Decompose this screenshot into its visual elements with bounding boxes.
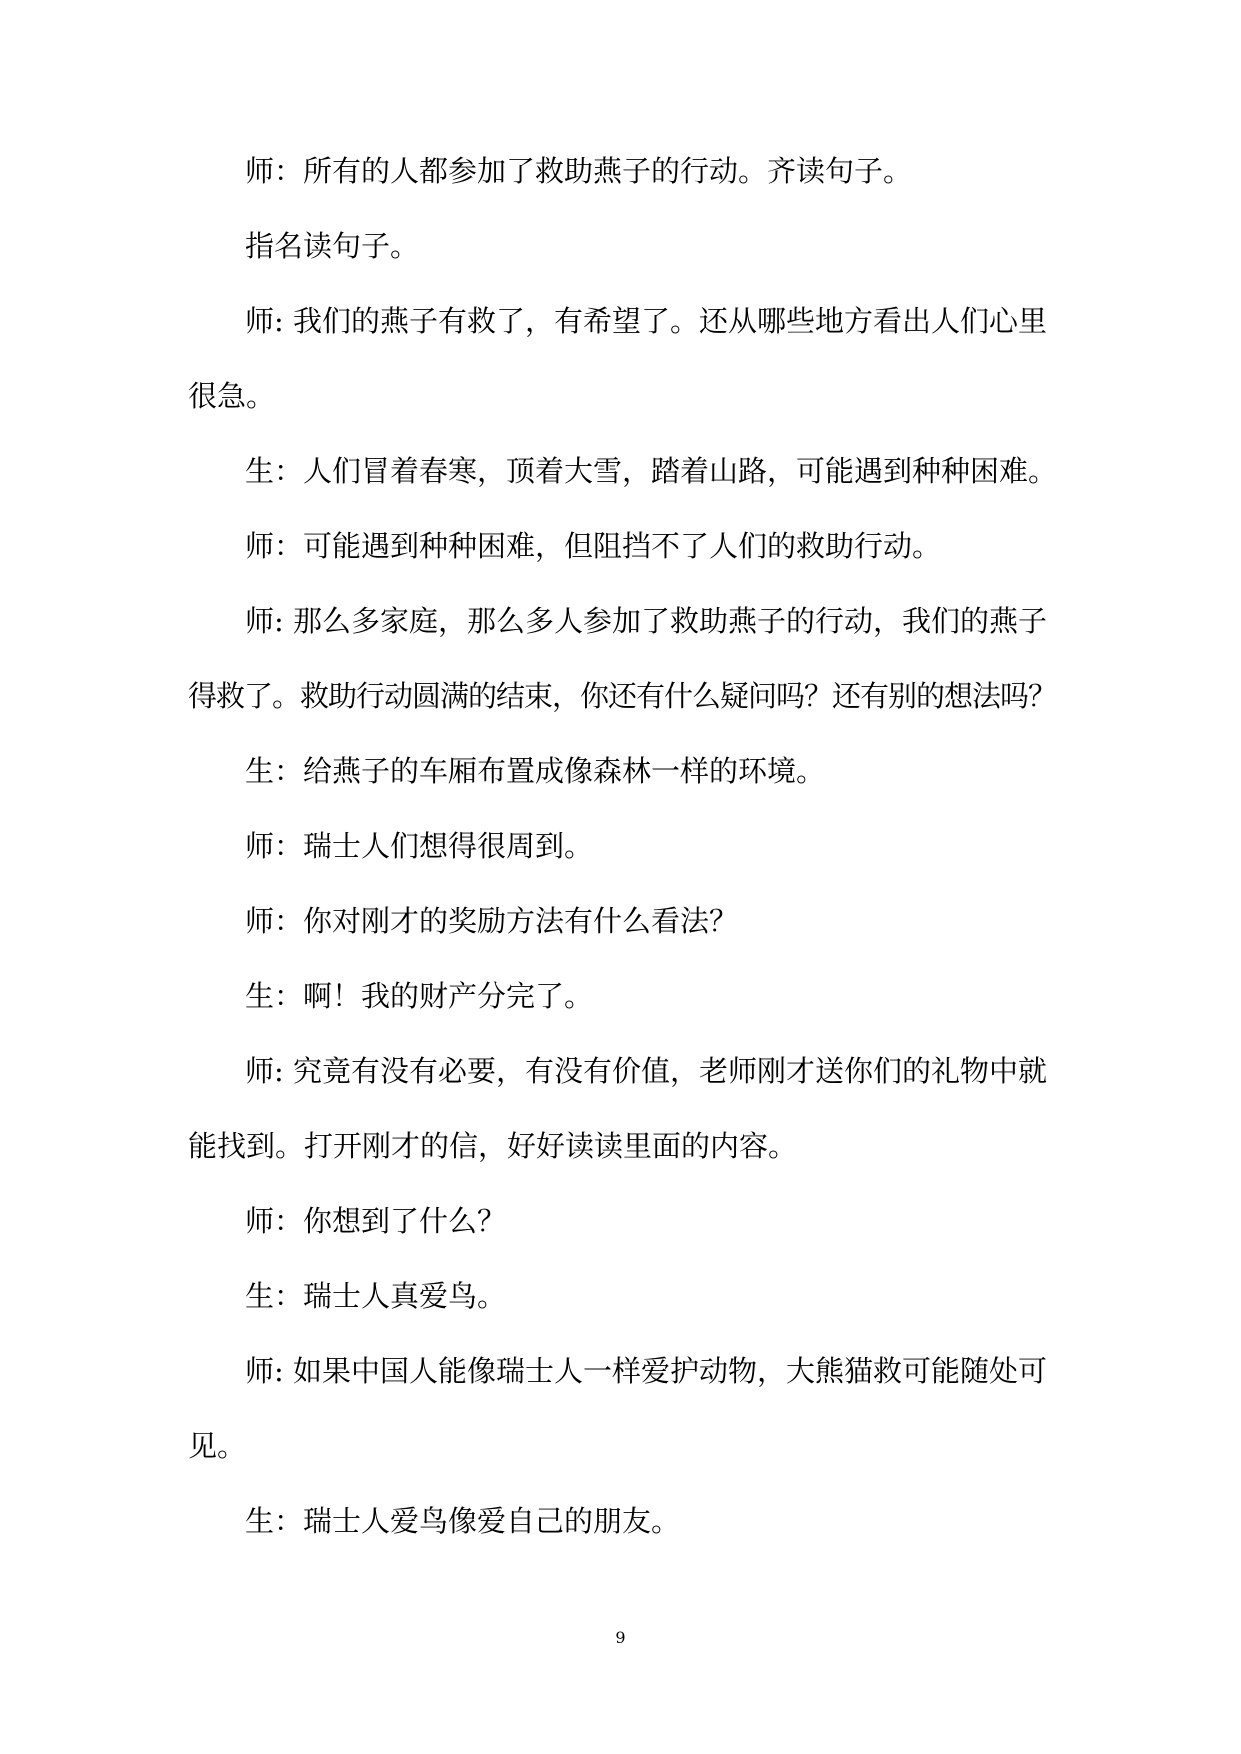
text-line: 生：瑞士人真爱鸟。 xyxy=(245,1279,507,1313)
text-line: 师: 那么多家庭，那么多人参加了救助燕子的行动，我们的燕子 xyxy=(245,604,1047,638)
text-line: 生：瑞士人爱鸟像爱自己的朋友。 xyxy=(245,1504,681,1538)
text-line: 很急。 xyxy=(188,379,276,413)
text-line: 师：所有的人都参加了救助燕子的行动。齐读句子。 xyxy=(245,154,913,188)
text-line: 见。 xyxy=(188,1429,247,1463)
text-line: 师：瑞士人们想得很周到。 xyxy=(245,829,594,863)
text-line: 生：人们冒着春寒，顶着大雪，踏着山路，可能遇到种种困难。 xyxy=(245,454,1058,488)
text-line: 师：你对刚才的奖励方法有什么看法？ xyxy=(245,904,739,938)
text-line: 得救了。救助行动圆满的结束，你还有什么疑问吗？还有别的想法吗？ xyxy=(188,679,1057,713)
text-line: 能找到。打开刚才的信，好好读读里面的内容。 xyxy=(188,1129,798,1163)
text-line: 师：你想到了什么？ xyxy=(245,1204,507,1238)
text-line: 师: 我们的燕子有救了，有希望了。还从哪些地方看出人们心里 xyxy=(245,304,1047,338)
page-number: 9 xyxy=(615,1628,626,1647)
text-line: 师：可能遇到种种困难，但阻挡不了人们的救助行动。 xyxy=(245,529,942,563)
text-line: 指名读句子。 xyxy=(245,229,420,263)
text-line: 师: 如果中国人能像瑞士人一样爱护动物，大熊猫救可能随处可 xyxy=(245,1354,1047,1388)
text-line: 生：给燕子的车厢布置成像森林一样的环境。 xyxy=(245,754,826,788)
text-line: 生：啊！我的财产分完了。 xyxy=(245,979,594,1013)
text-line: 师: 究竟有没有必要，有没有价值，老师刚才送你们的礼物中就 xyxy=(245,1054,1047,1088)
